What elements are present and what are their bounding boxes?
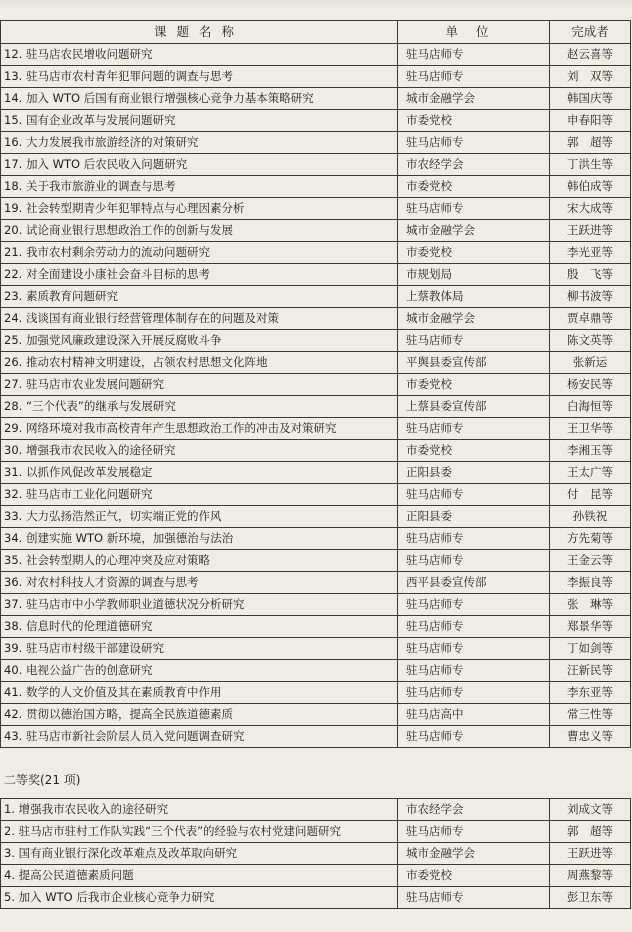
unit-name: 驻马店师专: [398, 638, 550, 660]
topic-title: 18. 关于我市旅游业的调查与思考: [1, 176, 398, 198]
table-row: [1, 110, 631, 132]
topic-title: 33. 大力弘扬浩然正气，切实端正党的作风: [1, 506, 398, 528]
table-header-row: [1, 21, 631, 44]
author-name: 常三性等: [550, 704, 631, 726]
topic-title: 35. 社会转型期人的心理冲突及应对策略: [1, 550, 398, 572]
topic-title: 27. 驻马店市农业发展问题研究: [1, 374, 398, 396]
topic-title: 14. 加入 WTO 后国有商业银行增强核心竞争力基本策略研究: [1, 88, 398, 110]
table-row: [1, 528, 631, 550]
author-name: 汪新民等: [550, 660, 631, 682]
unit-name: 上蔡县委宣传部: [398, 396, 550, 418]
unit-name: 市委党校: [398, 440, 550, 462]
table-row: [1, 374, 631, 396]
unit-name: 驻马店师专: [398, 616, 550, 638]
unit-name: 正阳县委: [398, 506, 550, 528]
author-name: 王太广等: [550, 462, 631, 484]
author-name: 郭 超等: [550, 821, 631, 843]
author-name: 柳书波等: [550, 286, 631, 308]
table-row: [1, 572, 631, 594]
unit-name: 上蔡教体局: [398, 286, 550, 308]
topic-title: 34. 创建实施 WTO 新环境，加强德治与法治: [1, 528, 398, 550]
unit-name: 城市金融学会: [398, 220, 550, 242]
unit-name: 驻马店师专: [398, 44, 550, 66]
unit-name: 驻马店师专: [398, 887, 550, 909]
author-name: 李东亚等: [550, 682, 631, 704]
topic-title: 12. 驻马店农民增收问题研究: [1, 44, 398, 66]
topic-title: 41. 数学的人文价值及其在素质教育中作用: [1, 682, 398, 704]
topic-title: 5. 加入 WTO 后我市企业核心竞争力研究: [1, 887, 398, 909]
table-row: [1, 286, 631, 308]
author-name: 王卫华等: [550, 418, 631, 440]
table-row: [1, 440, 631, 462]
topic-title: 40. 电视公益广告的创意研究: [1, 660, 398, 682]
topic-title: 24. 浅谈国有商业银行经营管理体制存在的问题及对策: [1, 308, 398, 330]
header-unit: 单位: [398, 21, 550, 44]
table-row: [1, 308, 631, 330]
table-row: [1, 682, 631, 704]
author-name: 韩国庆等: [550, 88, 631, 110]
table-row: [1, 66, 631, 88]
unit-name: 市农经学会: [398, 154, 550, 176]
author-name: 殷 飞等: [550, 264, 631, 286]
unit-name: 驻马店师专: [398, 198, 550, 220]
topic-title: 19. 社会转型期青少年犯罪特点与心理因素分析: [1, 198, 398, 220]
table-row: [1, 176, 631, 198]
table-row: [1, 396, 631, 418]
author-name: 张 琳等: [550, 594, 631, 616]
unit-name: 平舆县委宣传部: [398, 352, 550, 374]
table-row: [1, 506, 631, 528]
unit-name: 驻马店师专: [398, 484, 550, 506]
table-row: [1, 132, 631, 154]
topic-title: 28. “三个代表”的继承与发展研究: [1, 396, 398, 418]
author-name: 方先菊等: [550, 528, 631, 550]
table-row: [1, 242, 631, 264]
unit-name: 正阳县委: [398, 462, 550, 484]
author-name: 张新运: [550, 352, 631, 374]
table-row: [1, 843, 631, 865]
unit-name: 市委党校: [398, 374, 550, 396]
topic-title: 25. 加强党风廉政建设深入开展反腐败斗争: [1, 330, 398, 352]
table-row: [1, 865, 631, 887]
author-name: 贾卓鼎等: [550, 308, 631, 330]
topic-title: 15. 国有企业改革与发展问题研究: [1, 110, 398, 132]
table-row: [1, 726, 631, 748]
table-row: [1, 638, 631, 660]
unit-name: 驻马店师专: [398, 528, 550, 550]
topic-title: 32. 驻马店市工业化问题研究: [1, 484, 398, 506]
author-name: 周燕黎等: [550, 865, 631, 887]
table-row: [1, 594, 631, 616]
topic-title: 17. 加入 WTO 后农民收入问题研究: [1, 154, 398, 176]
topic-title: 20. 试论商业银行思想政治工作的创新与发展: [1, 220, 398, 242]
author-name: 李振良等: [550, 572, 631, 594]
author-name: 孙铁祝: [550, 506, 631, 528]
topic-title: 22. 对全面建设小康社会奋斗目标的思考: [1, 264, 398, 286]
table-row: [1, 704, 631, 726]
author-name: 王跃进等: [550, 843, 631, 865]
author-name: 丁洪生等: [550, 154, 631, 176]
table-row: [1, 44, 631, 66]
unit-name: 市委党校: [398, 176, 550, 198]
author-name: 白海恒等: [550, 396, 631, 418]
table-row: [1, 198, 631, 220]
unit-name: 驻马店高中: [398, 704, 550, 726]
author-name: 丁如剑等: [550, 638, 631, 660]
author-name: 宋大成等: [550, 198, 631, 220]
author-name: 郭 超等: [550, 132, 631, 154]
unit-name: 驻马店师专: [398, 726, 550, 748]
second-prize-heading: 二等奖(21 项): [4, 773, 81, 787]
table-row: [1, 264, 631, 286]
unit-name: 驻马店师专: [398, 132, 550, 154]
table-row: [1, 88, 631, 110]
table-row: [1, 352, 631, 374]
table-row: [1, 154, 631, 176]
author-name: 曹忠义等: [550, 726, 631, 748]
author-name: 韩伯成等: [550, 176, 631, 198]
topic-title: 37. 驻马店市中小学教师职业道德状况分析研究: [1, 594, 398, 616]
topic-title: 23. 素质教育问题研究: [1, 286, 398, 308]
unit-name: 驻马店师专: [398, 594, 550, 616]
unit-name: 驻马店师专: [398, 418, 550, 440]
topic-title: 1. 增强我市农民收入的途径研究: [1, 799, 398, 821]
author-name: 赵云喜等: [550, 44, 631, 66]
header-author: 完成者: [550, 21, 631, 44]
table-row: [1, 550, 631, 572]
table-row: [1, 660, 631, 682]
unit-name: 市委党校: [398, 865, 550, 887]
topic-title: 16. 大力发展我市旅游经济的对策研究: [1, 132, 398, 154]
unit-name: 驻马店师专: [398, 330, 550, 352]
unit-name: 城市金融学会: [398, 843, 550, 865]
topic-title: 2. 驻马店市驻村工作队实践“三个代表”的经验与农村党建问题研究: [1, 821, 398, 843]
second-prize-table: [0, 798, 631, 909]
table-row: [1, 821, 631, 843]
author-name: 李湘玉等: [550, 440, 631, 462]
unit-name: 市农经学会: [398, 799, 550, 821]
author-name: 郑景华等: [550, 616, 631, 638]
unit-name: 西平县委宣传部: [398, 572, 550, 594]
topic-title: 3. 国有商业银行深化改革难点及改革取向研究: [1, 843, 398, 865]
author-name: 陈文英等: [550, 330, 631, 352]
table-row: [1, 799, 631, 821]
topic-title: 13. 驻马店市农村青年犯罪问题的调查与思考: [1, 66, 398, 88]
topic-title: 39. 驻马店市村级干部建设研究: [1, 638, 398, 660]
unit-name: 驻马店师专: [398, 550, 550, 572]
table-row: [1, 418, 631, 440]
topic-title: 29. 网络环境对我市高校青年产生思想政治工作的冲击及对策研究: [1, 418, 398, 440]
table-row: [1, 616, 631, 638]
table-row: [1, 887, 631, 909]
topic-title: 42. 贯彻以德治国方略，提高全民族道德素质: [1, 704, 398, 726]
unit-name: 市规划局: [398, 264, 550, 286]
unit-name: 驻马店师专: [398, 660, 550, 682]
author-name: 彭卫东等: [550, 887, 631, 909]
unit-name: 驻马店师专: [398, 682, 550, 704]
topic-title: 30. 增强我市农民收入的途径研究: [1, 440, 398, 462]
topic-title: 43. 驻马店市新社会阶层人员入党问题调查研究: [1, 726, 398, 748]
table-row: [1, 484, 631, 506]
scan-edge: [0, 0, 632, 10]
topic-title: 36. 对农村科技人才资源的调查与思考: [1, 572, 398, 594]
author-name: 李光亚等: [550, 242, 631, 264]
unit-name: 市委党校: [398, 242, 550, 264]
topic-title: 38. 信息时代的伦理道德研究: [1, 616, 398, 638]
author-name: 刘 双等: [550, 66, 631, 88]
author-name: 刘成文等: [550, 799, 631, 821]
topic-title: 4. 提高公民道德素质问题: [1, 865, 398, 887]
author-name: 申春阳等: [550, 110, 631, 132]
table-row: [1, 330, 631, 352]
unit-name: 驻马店师专: [398, 821, 550, 843]
author-name: 付 昆等: [550, 484, 631, 506]
table-row: [1, 220, 631, 242]
unit-name: 城市金融学会: [398, 308, 550, 330]
topic-title: 26. 推动农村精神文明建设，占领农村思想文化阵地: [1, 352, 398, 374]
unit-name: 城市金融学会: [398, 88, 550, 110]
first-prize-table: [0, 20, 631, 748]
table-row: [1, 462, 631, 484]
unit-name: 市委党校: [398, 110, 550, 132]
author-name: 杨安民等: [550, 374, 631, 396]
topic-title: 21. 我市农村剩余劳动力的流动问题研究: [1, 242, 398, 264]
author-name: 王金云等: [550, 550, 631, 572]
author-name: 王跃进等: [550, 220, 631, 242]
topic-title: 31. 以抓作风促改革发展稳定: [1, 462, 398, 484]
header-title: 课题名称: [1, 21, 398, 44]
unit-name: 驻马店师专: [398, 66, 550, 88]
